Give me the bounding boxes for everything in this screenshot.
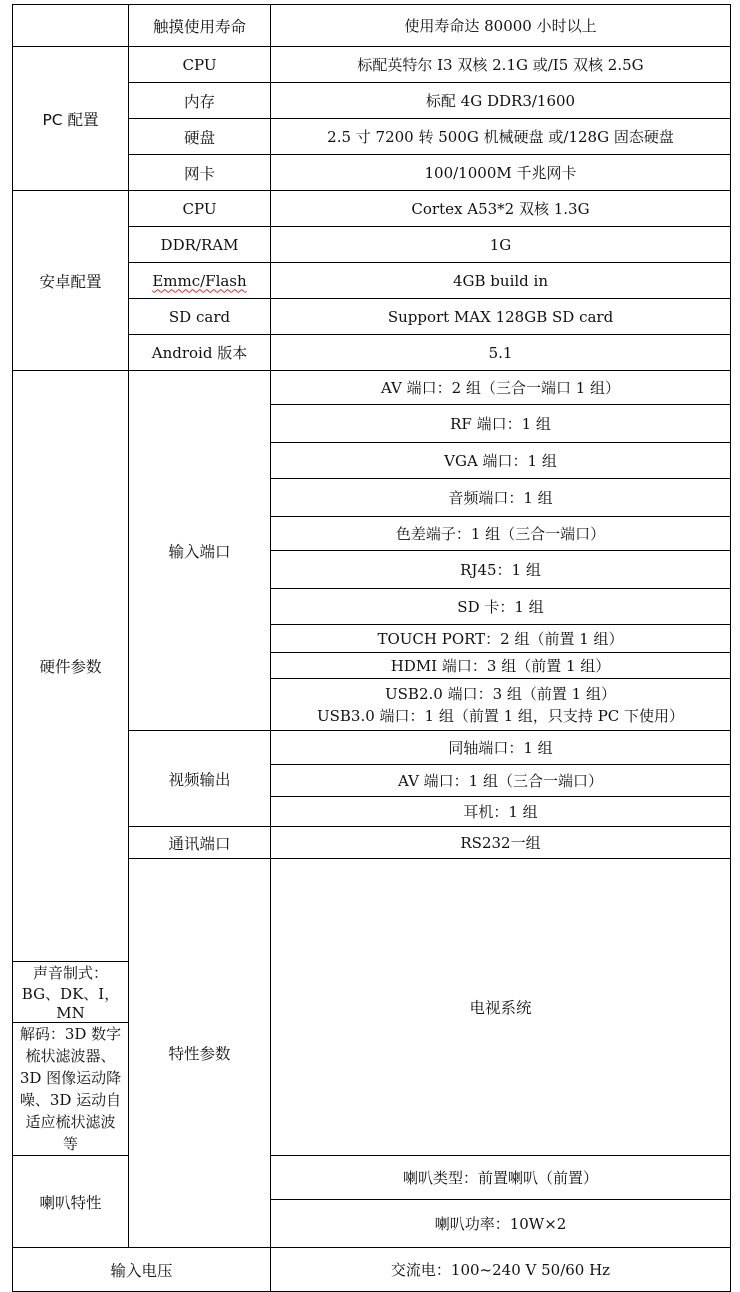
touch-life-value: 使用寿命达 80000 小时以上: [271, 5, 731, 47]
spec-label: DDR/RAM: [129, 227, 271, 263]
touch-life-label: 触摸使用寿命: [129, 5, 271, 47]
voltage-value: 交流电：100~240 V 50/60 Hz: [271, 1248, 731, 1292]
spec-value: RJ45：1 组: [271, 551, 731, 589]
spec-value: 100/1000M 千兆网卡: [271, 155, 731, 191]
spec-label: 内存: [129, 83, 271, 119]
hardware-group: 硬件参数: [13, 371, 129, 962]
spec-value: AV 端口：1 组（三合一端口）: [271, 765, 731, 797]
table-row: [13, 1156, 731, 1200]
spec-value: 喇叭功率：10W×2: [271, 1200, 731, 1248]
tv-system-label: 电视系统: [271, 859, 731, 1156]
android-config-group: 安卓配置: [13, 191, 129, 371]
empty-cell: [13, 5, 129, 47]
spec-value: 2.5 寸 7200 转 500G 机械硬盘 或/128G 固态硬盘: [271, 119, 731, 155]
spec-value: [13, 1023, 129, 1156]
spec-table: [12, 4, 731, 1292]
table-row: [13, 191, 731, 227]
spec-value: 耳机：1 组: [271, 797, 731, 827]
spec-value: SD 卡：1 组: [271, 589, 731, 625]
spec-value: 同轴端口：1 组: [271, 731, 731, 765]
spec-value: 色差端子：1 组（三合一端口）: [271, 517, 731, 551]
spec-value: 4GB build in: [271, 263, 731, 299]
spec-value: HDMI 端口：3 组（前置 1 组）: [271, 653, 731, 679]
decode-line: 解码：3D 数字梳状滤波器、3D 图像运动降噪、3D 运动自: [19, 1025, 122, 1109]
features-group: 特性参数: [129, 859, 271, 1248]
comm-port-label: 通讯端口: [129, 827, 271, 859]
spec-value: 5.1: [271, 335, 731, 371]
table-row: [13, 5, 731, 47]
usb3-line: USB3.0 端口：1 组（前置 1 组，只支持 PC 下使用）: [316, 706, 685, 725]
spec-value: RS232一组: [271, 827, 731, 859]
spec-value: Support MAX 128GB SD card: [271, 299, 731, 335]
spec-value: 标配英特尔 I3 双核 2.1G 或/I5 双核 2.5G: [271, 47, 731, 83]
spec-value: Cortex A53*2 双核 1.3G: [271, 191, 731, 227]
spec-value: VGA 端口：1 组: [271, 443, 731, 479]
spec-value: 1G: [271, 227, 731, 263]
spec-label: Android 版本: [129, 335, 271, 371]
voltage-label: 输入电压: [13, 1248, 271, 1292]
spec-value: 标配 4G DDR3/1600: [271, 83, 731, 119]
table-row: [13, 371, 731, 405]
table-row: [13, 47, 731, 83]
input-ports-label: 输入端口: [129, 371, 271, 731]
spec-value: TOUCH PORT：2 组（前置 1 组）: [271, 625, 731, 653]
spec-label: 硬盘: [129, 119, 271, 155]
spec-label: [129, 263, 271, 299]
spec-label: CPU: [129, 47, 271, 83]
spec-label: 网卡: [129, 155, 271, 191]
decode-line: 适应梳状滤波等: [25, 1113, 116, 1153]
speaker-label: 喇叭特性: [13, 1156, 129, 1248]
spec-value: RF 端口：1 组: [271, 405, 731, 443]
spec-value: 音频端口：1 组: [271, 479, 731, 517]
spec-value: 喇叭类型：前置喇叭（前置）: [271, 1156, 731, 1200]
spec-value: 声音制式：BG、DK、I，MN: [13, 962, 129, 1023]
pc-config-group: PC 配置: [13, 47, 129, 191]
spellcheck-word: Emmc/Flash: [152, 271, 247, 290]
video-output-label: 视频输出: [129, 731, 271, 827]
spec-value: AV 端口：2 组（三合一端口 1 组）: [271, 371, 731, 405]
usb-ports-value: [271, 679, 731, 731]
table-row: [13, 1248, 731, 1292]
spec-label: SD card: [129, 299, 271, 335]
spec-label: CPU: [129, 191, 271, 227]
usb2-line: USB2.0 端口：3 组（前置 1 组）: [385, 684, 616, 703]
